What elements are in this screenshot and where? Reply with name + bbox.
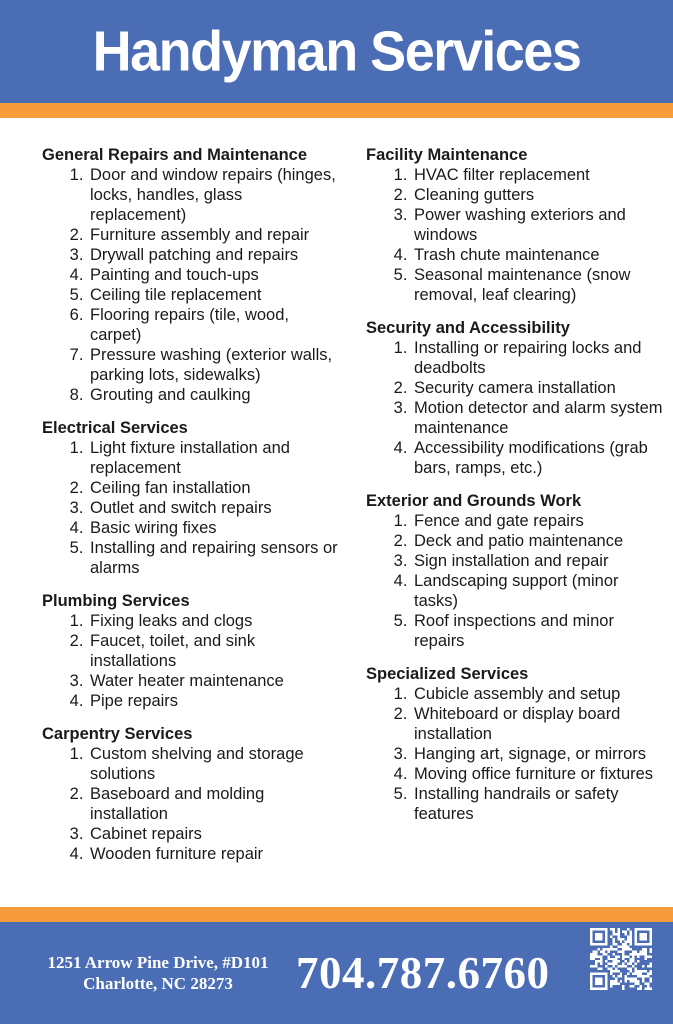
- section-heading: Exterior and Grounds Work: [366, 492, 582, 510]
- section-heading: Electrical Services: [42, 419, 188, 437]
- section-heading: Facility Maintenance: [366, 146, 528, 164]
- address-block: [34, 952, 282, 994]
- section-heading: Plumbing Services: [42, 592, 190, 610]
- list-item: 3. Hanging art, signage, or mirrors: [412, 744, 666, 764]
- service-list: [42, 165, 342, 405]
- list-item: 5. Installing and repairing sensors or alarms: [88, 538, 342, 578]
- list-item: 2. Ceiling fan installation: [88, 478, 342, 498]
- list-item: 1. Fence and gate repairs: [412, 511, 666, 531]
- service-section: [42, 145, 342, 405]
- list-item: 2. Baseboard and molding installation: [88, 784, 342, 824]
- service-list: [42, 744, 342, 864]
- list-item: 7. Pressure washing (exterior walls, parking lots, sidewalks): [88, 345, 342, 385]
- list-item: 2. Deck and patio maintenance: [412, 531, 666, 551]
- list-item: 1. Door and window repairs (hinges, locks, handles, glass replacement): [88, 165, 342, 225]
- list-item: 3. Outlet and switch repairs: [88, 498, 342, 518]
- list-item: 4. Moving office furniture or fixtures: [412, 764, 666, 784]
- address-line-2: Charlotte, NC 28273: [83, 974, 233, 993]
- list-item: 2. Furniture assembly and repair: [88, 225, 342, 245]
- list-item: 8. Grouting and caulking: [88, 385, 342, 405]
- list-item: 5. Roof inspections and minor repairs: [412, 611, 666, 651]
- list-item: 5. Seasonal maintenance (snow removal, leaf clearing): [412, 265, 666, 305]
- list-item: 3. Drywall patching and repairs: [88, 245, 342, 265]
- qr-code: [590, 928, 652, 990]
- phone-number: 704.787.6760: [296, 948, 550, 998]
- list-item: 1. Custom shelving and storage solutions: [88, 744, 342, 784]
- column-right: [366, 145, 666, 907]
- list-item: 3. Cabinet repairs: [88, 824, 342, 844]
- service-list: [366, 338, 666, 478]
- list-item: 4. Basic wiring fixes: [88, 518, 342, 538]
- list-item: 1. HVAC filter replacement: [412, 165, 666, 185]
- accent-stripe-bottom: [0, 907, 673, 922]
- header-banner: [0, 0, 673, 103]
- list-item: 4. Painting and touch-ups: [88, 265, 342, 285]
- section-heading: Security and Accessibility: [366, 319, 570, 337]
- list-item: 4. Accessibility modifications (grab bars, ramps, etc.): [412, 438, 666, 478]
- service-list: [366, 165, 666, 305]
- service-list: [366, 684, 666, 824]
- service-section: [42, 591, 342, 711]
- service-section: [366, 318, 666, 478]
- list-item: 1. Fixing leaks and clogs: [88, 611, 342, 631]
- list-item: 3. Motion detector and alarm system maintenance: [412, 398, 666, 438]
- list-item: 6. Flooring repairs (tile, wood, carpet): [88, 305, 342, 345]
- service-section: [42, 724, 342, 864]
- service-section: [42, 418, 342, 578]
- address-line-1: 1251 Arrow Pine Drive, #D101: [47, 953, 269, 972]
- list-item: 2. Faucet, toilet, and sink installations: [88, 631, 342, 671]
- service-section: [366, 491, 666, 651]
- list-item: 1. Cubicle assembly and setup: [412, 684, 666, 704]
- column-left: [42, 145, 342, 907]
- section-heading: General Repairs and Maintenance: [42, 146, 308, 164]
- section-heading: Carpentry Services: [42, 725, 193, 743]
- list-item: 3. Sign installation and repair: [412, 551, 666, 571]
- service-section: [366, 145, 666, 305]
- list-item: 3. Power washing exteriors and windows: [412, 205, 666, 245]
- list-item: 4. Wooden furniture repair: [88, 844, 342, 864]
- list-item: 2. Security camera installation: [412, 378, 666, 398]
- list-item: 3. Water heater maintenance: [88, 671, 342, 691]
- service-list: [366, 511, 666, 651]
- list-item: 4. Pipe repairs: [88, 691, 342, 711]
- service-list: [42, 611, 342, 711]
- list-item: 5. Installing handrails or safety features: [412, 784, 666, 824]
- footer-banner: [0, 922, 673, 1024]
- accent-stripe-top: [0, 103, 673, 118]
- service-list: [42, 438, 342, 578]
- list-item: 4. Landscaping support (minor tasks): [412, 571, 666, 611]
- list-item: 1. Installing or repairing locks and deadbolts: [412, 338, 666, 378]
- list-item: 1. Light fixture installation and replacement: [88, 438, 342, 478]
- list-item: 2. Whiteboard or display board installation: [412, 704, 666, 744]
- services-content: [0, 118, 673, 907]
- service-section: [366, 664, 666, 824]
- list-item: 5. Ceiling tile replacement: [88, 285, 342, 305]
- list-item: 4. Trash chute maintenance: [412, 245, 666, 265]
- list-item: 2. Cleaning gutters: [412, 185, 666, 205]
- page-title: Handyman Services: [92, 20, 581, 83]
- section-heading: Specialized Services: [366, 665, 529, 683]
